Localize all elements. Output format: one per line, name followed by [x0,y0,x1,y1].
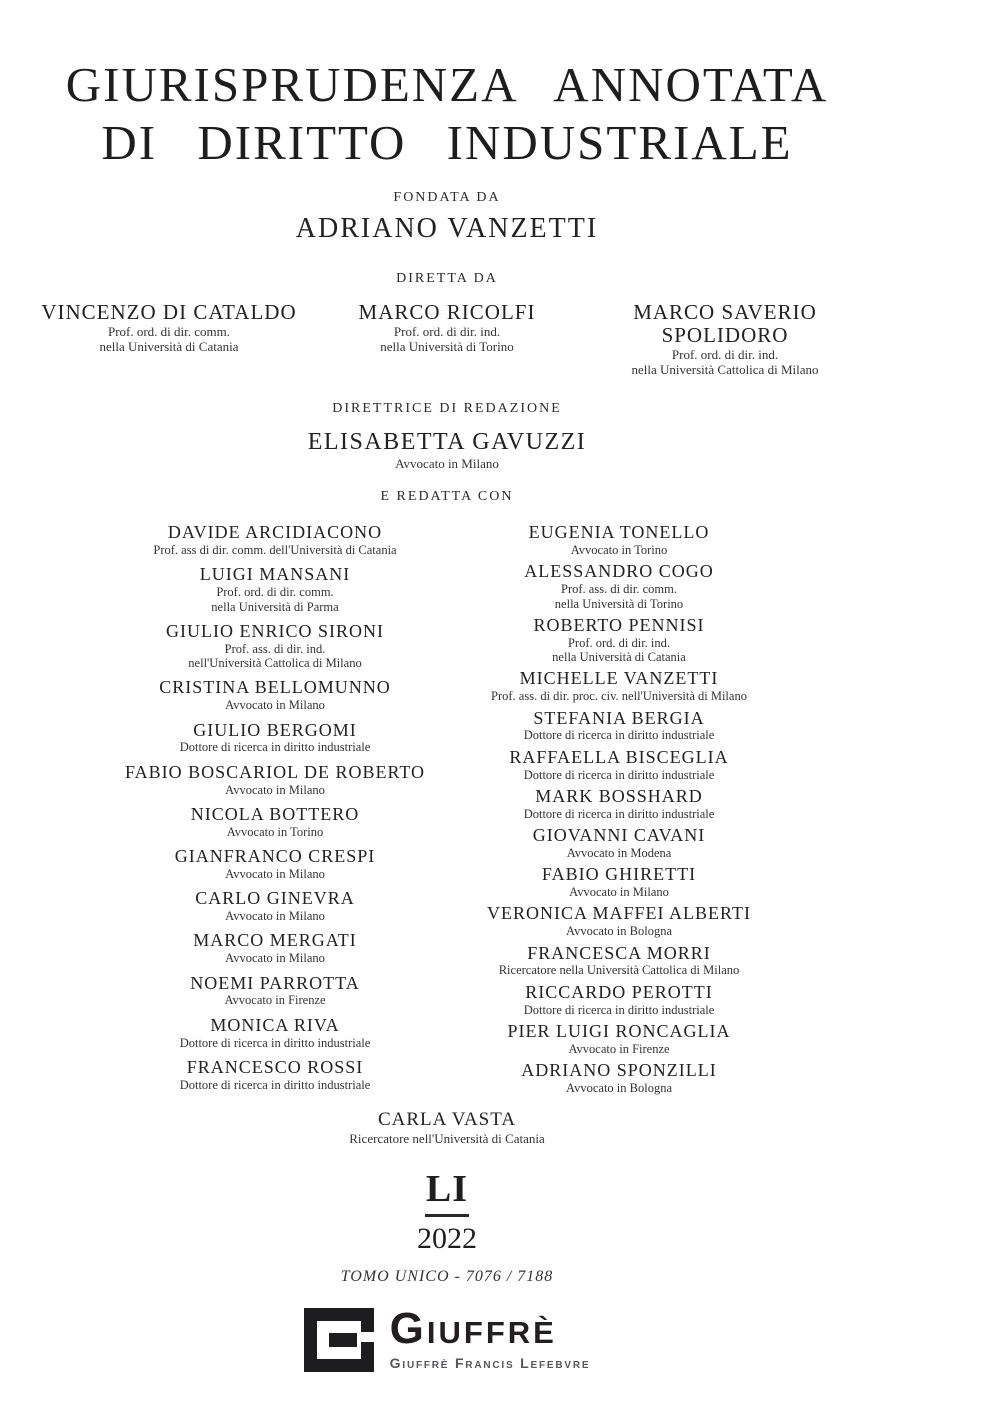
person-name: RICCARDO PEROTTI [525,981,713,1002]
person-role: Avvocato in Milano [225,866,325,881]
volume-number: LI [425,1167,469,1210]
person-name: ELISABETTA GAVUZZI [307,429,587,456]
editor-entry [103,889,447,923]
person-name: MARK BOSSHARD [535,785,703,806]
editor-entry [103,931,447,965]
person-roles [447,807,791,821]
person-name: CRISTINA BELLOMUNNO [159,677,391,698]
person-roles [308,324,586,355]
person-role: Avvocato in Modena [566,845,672,860]
person-name: VERONICA MAFFEI ALBERTI [487,903,751,924]
person-roles [447,582,791,611]
person-name: FABIO BOSCARIOL DE ROBERTO [124,761,426,782]
person-role: Avvocato in Bologna [566,924,672,939]
person-name: RAFFAELLA BISCEGLIA [509,746,729,767]
person-role: Dottore di ricerca in diritto industriale [523,806,715,821]
person-name: PIER LUIGI RONCAGLIA [507,1021,731,1041]
person-role: Avvocato in Torino [570,542,668,557]
person-roles [30,324,308,355]
person-roles [0,1131,894,1146]
person-roles [447,728,791,742]
journal-title-line1: GIURISPRUDENZA ANNOTATA [65,57,829,112]
person-role: Avvocato in Firenze [224,993,326,1008]
person-name: MARCO SAVERIO SPOLIDORO [633,299,817,347]
person-role: Ricercatore nella Università Cattolica di Milano [498,963,740,978]
person-roles [103,825,447,839]
chief-editor-entry [0,429,894,471]
person-role: Ricercatore nell'Università di Catania [349,1131,545,1147]
person-roles [103,740,447,754]
person-name: ALESSANDRO COGO [524,561,714,582]
person-name: NOEMI PARROTTA [190,972,360,993]
person-role: nella Università di Parma [211,599,339,614]
editor-entry [103,1016,447,1050]
person-role: Avvocato in Milano [569,885,669,900]
person-name: VINCENZO DI CATALDO [41,299,297,324]
editor-entry [447,826,791,860]
person-name: FRANCESCA MORRI [527,942,711,963]
publisher-wordmark: Giuffrè [389,1303,557,1353]
person-role: Prof. ord. di dir. ind. [671,346,779,362]
editors-columns [103,523,791,1100]
person-name: LUIGI MANSANI [199,564,351,585]
editor-entry [447,787,791,821]
editor-entry [447,1022,791,1056]
person-name: FABIO GHIRETTI [541,864,697,885]
person-role: Prof. ord. di dir. ind. [393,323,501,339]
person-role: Dottore di ricerca in diritto industriale [179,740,371,755]
person-role: Prof. ord. di dir. comm. [107,323,231,339]
editor-entry [103,847,447,881]
publisher-logo-text [389,1303,591,1372]
person-roles [447,636,791,665]
person-role: Prof. ass. di dir. proc. civ. nell'Università di Milano [491,689,747,704]
chief-editor-label: DIRETTRICE DI REDAZIONE [332,401,562,417]
person-roles [103,909,447,923]
person-role: Prof. ass. di dir. ind. [224,641,326,656]
person-roles [103,585,447,614]
person-roles [586,347,864,378]
tome-range: TOMO UNICO - 7076 / 7188 [340,1267,554,1285]
person-role: nell'Università Cattolica di Milano [188,656,362,671]
editor-entry [103,974,447,1008]
person-role: Prof. ord. di dir. ind. [567,635,671,650]
person-name: GIULIO BERGOMI [193,719,357,740]
editor-entry [103,678,447,712]
person-name: DAVIDE ARCIDIACONO [167,522,383,543]
person-roles [447,1003,791,1017]
giuffre-g-mark-icon [304,1308,374,1372]
editor-entry [447,865,791,899]
journal-title-line2: DI DIRITTO INDUSTRIALE [101,114,793,170]
person-role: Dottore di ricerca in diritto industriale [523,767,715,782]
editor-entry [103,565,447,614]
person-roles [447,689,791,703]
person-name: ADRIANO SPONZILLI [521,1060,717,1081]
person-name: CARLO GINEVRA [195,888,355,909]
person-role: nella Università di Catania [552,650,686,665]
person-roles [103,867,447,881]
volume-divider-rule [425,1214,469,1217]
person-roles [447,924,791,938]
person-name: ROBERTO PENNISI [533,614,705,635]
person-roles [103,543,447,557]
person-roles [447,885,791,899]
person-role: Dottore di ricerca in diritto industriale [523,728,715,743]
editors-column-right [447,523,791,1100]
editor-entry [103,721,447,755]
person-roles [103,783,447,797]
person-role: Prof. ord. di dir. comm. [216,585,334,600]
person-roles [103,993,447,1007]
person-role: Avvocato in Milano [225,909,325,924]
editor-entry [447,709,791,743]
person-roles [103,1078,447,1092]
person-name: EUGENIA TONELLO [528,522,710,543]
person-roles [103,642,447,671]
person-name: FRANCESCO ROSSI [186,1057,364,1077]
director-entry [308,301,586,378]
editor-entry [103,622,447,671]
director-entry [30,301,308,378]
final-editor-entry [0,1110,894,1146]
person-role: Dottore di ricerca in diritto industriale [179,1035,371,1050]
person-role: Avvocato in Bologna [566,1080,672,1095]
person-role: Avvocato in Torino [226,824,324,839]
person-name: STEFANIA BERGIA [533,707,705,728]
person-role: nella Università di Catania [99,339,239,355]
founded-by-label: FONDATA DA [393,189,501,205]
editor-entry [103,763,447,797]
editor-entry [447,904,791,938]
edited-with-label: E REDATTA CON [380,489,514,505]
person-role: nella Università di Torino [380,339,514,355]
editors-column-left [103,523,447,1100]
editor-entry [103,1058,447,1092]
person-role: Dottore di ricerca in diritto industriale [179,1077,371,1092]
person-role: nella Università di Torino [554,596,684,611]
person-roles [103,951,447,965]
person-name: GIOVANNI CAVANI [532,825,706,846]
person-roles [447,1081,791,1095]
person-name: MICHELLE VANZETTI [519,668,719,689]
editor-entry [447,523,791,557]
person-name: GIANFRANCO CRESPI [174,846,376,867]
person-roles [447,768,791,782]
person-name: MARCO MERGATI [193,930,357,951]
director-entry [586,301,864,378]
person-role: Avvocato in Milano [395,455,499,471]
person-name: GIULIO ENRICO SIRONI [166,620,384,641]
person-roles [447,1042,791,1056]
person-roles [103,1036,447,1050]
editor-entry [103,805,447,839]
editor-entry [447,748,791,782]
publisher-logo [0,1303,894,1372]
directed-by-label: DIRETTA DA [396,270,498,286]
person-roles [0,456,894,471]
publication-year: 2022 [417,1221,477,1255]
editor-entry [447,944,791,978]
editor-entry [447,616,791,665]
person-role: Avvocato in Milano [225,951,325,966]
editor-entry [447,669,791,703]
directors-row [0,301,894,378]
editor-entry [103,523,447,557]
person-role: Prof. ass. di dir. comm. [561,582,677,597]
person-role: nella Università Cattolica di Milano [631,362,819,378]
publisher-subtitle: Giuffrè Francis Lefebvre [389,1355,591,1372]
person-role: Dottore di ricerca in diritto industriale [523,1002,715,1017]
person-role: Avvocato in Milano [225,782,325,797]
editor-entry [447,562,791,611]
person-roles [447,963,791,977]
founder-name: ADRIANO VANZETTI [295,212,599,244]
person-roles [447,846,791,860]
journal-title [0,56,894,172]
person-role: Prof. ass di dir. comm. dell'Università di Catania [153,542,397,557]
person-name: MONICA RIVA [210,1014,340,1035]
person-roles [103,698,447,712]
person-role: Avvocato in Milano [225,698,325,713]
person-name: MARCO RICOLFI [358,299,536,324]
editor-entry [447,1061,791,1095]
person-roles [447,543,791,557]
person-role: Avvocato in Firenze [568,1041,670,1056]
person-name: NICOLA BOTTERO [190,803,360,824]
person-name: CARLA VASTA [377,1109,517,1131]
editor-entry [447,983,791,1017]
